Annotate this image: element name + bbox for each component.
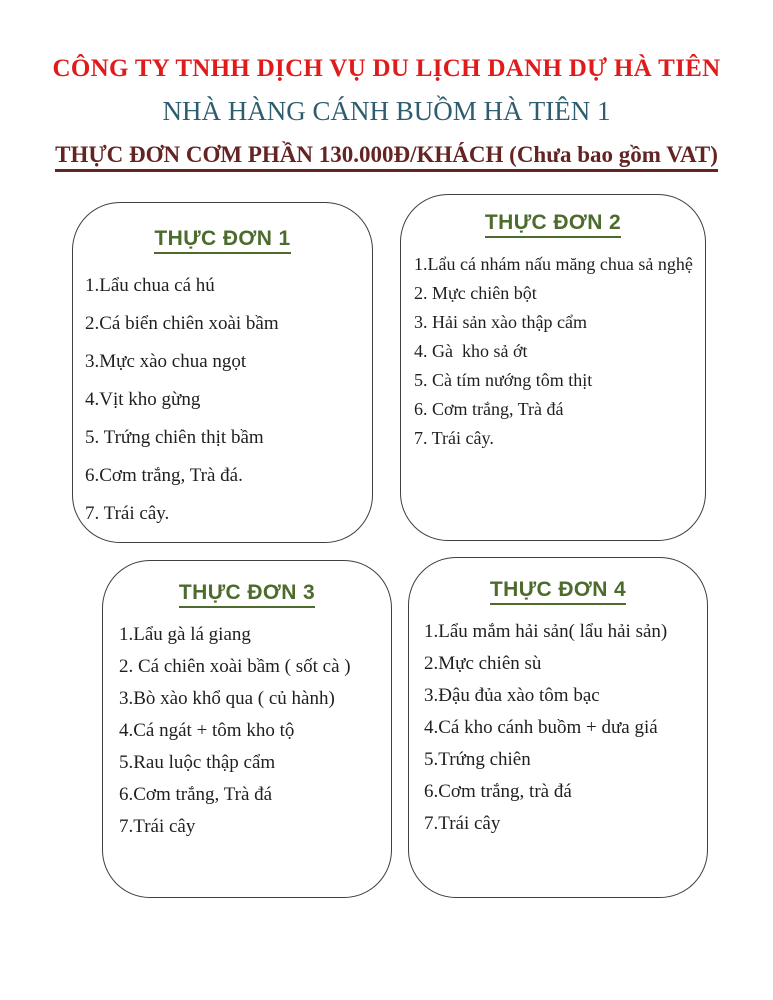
menu-item: 4.Cá ngát + tôm kho tộ (119, 720, 295, 741)
company-title: CÔNG TY TNHH DỊCH VỤ DU LỊCH DANH DỰ HÀ TIÊN (52, 55, 721, 82)
menu-item: 6. Cơm trắng, Trà đá (414, 399, 564, 419)
menu-card-3-title-text: THỰC ĐƠN 3 (179, 581, 315, 608)
menu-item: 2. Cá chiên xoài bầm ( sốt cà ) (119, 656, 351, 677)
menu-item: 1.Lẩu gà lá giang (119, 624, 251, 645)
menu-card-4-title (409, 578, 707, 605)
menu-item: 4.Vịt kho gừng (85, 389, 201, 410)
menu-card-4-items (409, 616, 707, 840)
menu-item: 1.Lẩu mắm hải sản( lẩu hải sản) (424, 621, 668, 642)
menu-card-1-title (73, 227, 372, 254)
menu-item: 7.Trái cây (424, 813, 501, 834)
menu-item: 4.Cá kho cánh buồm + dưa giá (424, 717, 658, 738)
menu-item: 3.Đậu đủa xào tôm bạc (424, 685, 600, 706)
menu-item: 4. Gà kho sả ớt (414, 341, 528, 361)
menu-item: 6.Cơm trắng, trà đá (424, 781, 572, 802)
menu-card-2-items (401, 250, 705, 453)
menu-card-4 (408, 557, 708, 898)
menu-item: 5.Rau luộc thập cẩm (119, 752, 276, 773)
menu-item: 2. Mực chiên bột (414, 283, 537, 303)
menu-item: 1.Lẩu cá nhám nấu măng chua sả nghệ (414, 254, 693, 274)
menu-card-3 (102, 560, 392, 898)
menu-item: 2.Cá biển chiên xoài bầm (85, 313, 279, 334)
menu-card-1-items (73, 267, 372, 533)
price-heading: THỰC ĐƠN CƠM PHẦN 130.000Đ/KHÁCH (Chưa bao gồm VAT) (55, 142, 718, 172)
menu-item: 3. Hải sản xào thập cẩm (414, 312, 587, 332)
menu-item: 6.Cơm trắng, Trà đá. (85, 465, 243, 486)
menu-card-3-title (103, 581, 391, 608)
menu-item: 7.Trái cây (119, 816, 196, 837)
menu-item: 5. Cà tím nướng tôm thịt (414, 370, 593, 390)
restaurant-name: NHÀ HÀNG CÁNH BUỒM HÀ TIÊN 1 (162, 96, 611, 126)
menu-card-2 (400, 194, 706, 541)
menu-item: 7. Trái cây. (85, 503, 170, 524)
menu-item: 3.Bò xào khổ qua ( củ hành) (119, 688, 335, 709)
menu-item: 6.Cơm trắng, Trà đá (119, 784, 273, 805)
menu-card-1-title-text: THỰC ĐƠN 1 (154, 227, 290, 254)
menu-item: 1.Lẩu chua cá hú (85, 275, 215, 296)
menu-card-4-title-text: THỰC ĐƠN 4 (490, 578, 626, 605)
menu-item: 7. Trái cây. (414, 428, 494, 448)
menu-item: 5. Trứng chiên thịt bầm (85, 427, 264, 448)
menu-card-1 (72, 202, 373, 543)
menu-item: 5.Trứng chiên (424, 749, 531, 770)
menu-card-2-title (401, 211, 705, 238)
menu-card-2-title-text: THỰC ĐƠN 2 (485, 211, 621, 238)
menu-item: 3.Mực xào chua ngọt (85, 351, 247, 372)
price-heading-row (0, 142, 773, 172)
menu-item: 2.Mực chiên sù (424, 653, 542, 674)
menu-card-3-items (103, 619, 391, 843)
